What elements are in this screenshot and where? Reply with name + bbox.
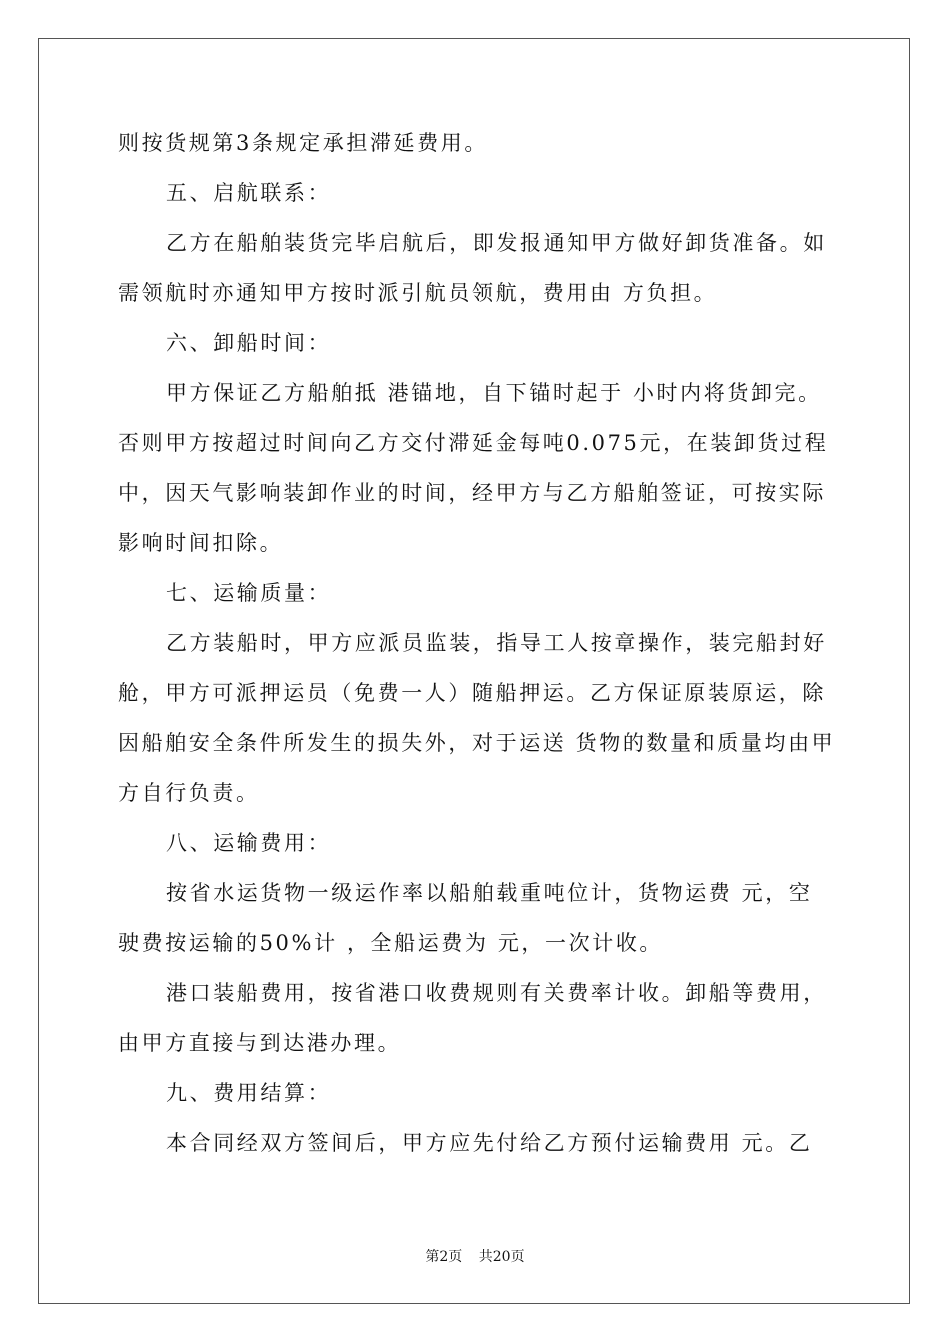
page-total: 共20页 [478,1249,525,1265]
document-body [118,118,836,1168]
paragraph: 按省水运货物一级运作率以船舶载重吨位计，货物运费 元，空驶费按运输的50%计 ，全船运费为 元，一次计收。 [118,881,813,955]
paragraph: 七、运输质量： [166,581,332,605]
paragraph: 五、启航联系： [166,181,332,205]
paragraph: 甲方保证乙方船舶抵 港锚地，自下锚时起于 小时内将货卸完。否则甲方按超过时间向乙方交付滞延金每吨0.075元，在装卸货过程中，因天气影响装卸作业的时间，经甲方与乙方船舶签证，可按实际影响时间扣除。 [118,381,829,555]
paragraph: 六、卸船时间： [166,331,332,355]
page-number: 第2页 [425,1249,463,1265]
paragraph: 乙方装船时，甲方应派员监装，指导工人按章操作，装完船封好舱，甲方可派押运员（免费一人）随船押运。乙方保证原装原运，除因船舶安全条件所发生的损失外，对于运送 货物的数量和质量均由甲方自行负责。 [118,631,836,805]
paragraph: 九、费用结算： [166,1081,332,1105]
paragraph: 本合同经双方签间后，甲方应先付给乙方预付运输费用 元。乙 [166,1131,813,1155]
paragraph: 八、运输费用： [166,831,332,855]
paragraph: 港口装船费用，按省港口收费规则有关费率计收。卸船等费用，由甲方直接与到达港办理。 [118,981,827,1055]
page-footer [0,1246,950,1266]
paragraph: 乙方在船舶装货完毕启航后，即发报通知甲方做好卸货准备。如需领航时亦通知甲方按时派引航员领航，费用由 方负担。 [118,231,827,305]
paragraph: 则按货规第3条规定承担滞延费用。 [118,131,488,155]
